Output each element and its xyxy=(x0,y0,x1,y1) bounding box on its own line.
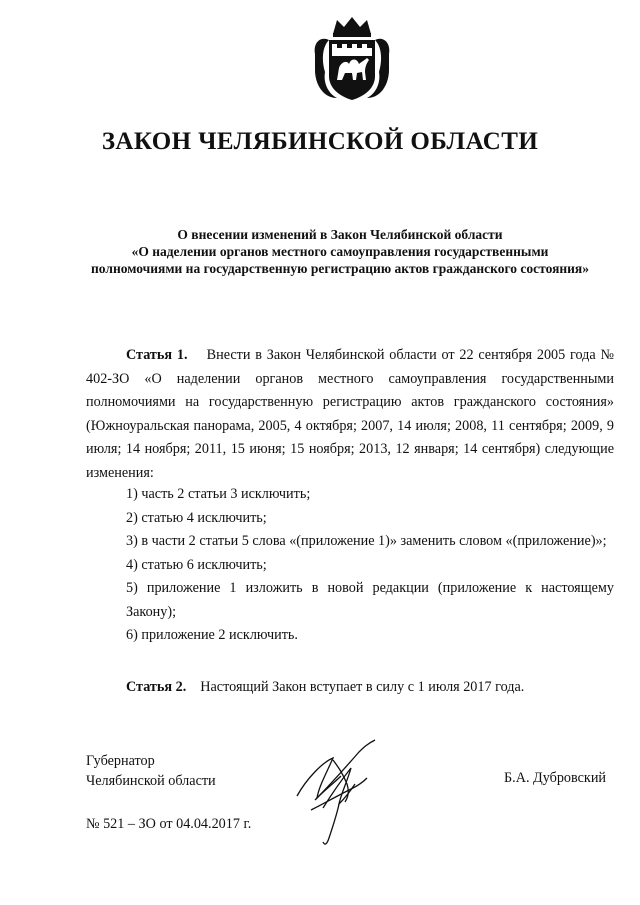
handwritten-signature xyxy=(293,738,385,848)
article-1-text: Внести в Закон Челябинской области от 22 сентября 2005 года № 402-ЗО «О наделении органов местного самоуправления государственными полномочиями на государственную регистрацию актов гражданского состояния» (Южноуральская панорама, 2005, 4 октября; 2007, 14 июля; 2008, 11 сентября; 2009, 9 июля; 14 ноября; 2011, 15 июня; 15 ноября; 2013, 12 января; 14 сентября) следующие изменения: xyxy=(86,347,615,481)
law-number: № 521 – ЗО от 04.04.2017 г. xyxy=(86,816,252,832)
article-1-label: Статья 1. xyxy=(126,347,188,363)
subtitle-line: О внесении изменений в Закон Челябинской области xyxy=(177,227,503,242)
article-2-text: Настоящий Закон вступает в силу с 1 июля 2017 года. xyxy=(200,679,525,695)
document-title: ЗАКОН ЧЕЛЯБИНСКОЙ ОБЛАСТИ xyxy=(101,128,539,155)
coat-of-arms-emblem xyxy=(311,14,393,106)
signatory-name: Б.А. Дубровский xyxy=(504,770,607,786)
list-item: 2) статью 4 исключить; xyxy=(126,509,267,526)
list-item: 1) часть 2 статьи 3 исключить; xyxy=(126,486,311,502)
position-line: Губернатор xyxy=(86,753,155,769)
signatory-position xyxy=(86,751,216,791)
article-2 xyxy=(126,679,524,696)
position-line: Челябинской области xyxy=(86,773,216,789)
list-item: 5) приложение 1 изложить в новой редакции (приложение к настоящему Закону); xyxy=(126,580,614,620)
subtitle-line: «О наделении органов местного самоуправления государственными xyxy=(131,244,549,259)
article-2-label: Статья 2. xyxy=(126,679,187,695)
amendments-list xyxy=(86,483,614,648)
article-1 xyxy=(86,344,614,485)
list-item: 4) статью 6 исключить; xyxy=(126,556,267,573)
document-subtitle xyxy=(40,226,640,277)
list-item: 6) приложение 2 исключить. xyxy=(126,627,298,643)
list-item: 3) в части 2 статьи 5 слова «(приложение 1)» заменить словом «(приложение)»; xyxy=(126,533,607,549)
subtitle-line: полномочиями на государственную регистрацию актов гражданского состояния» xyxy=(91,261,589,276)
